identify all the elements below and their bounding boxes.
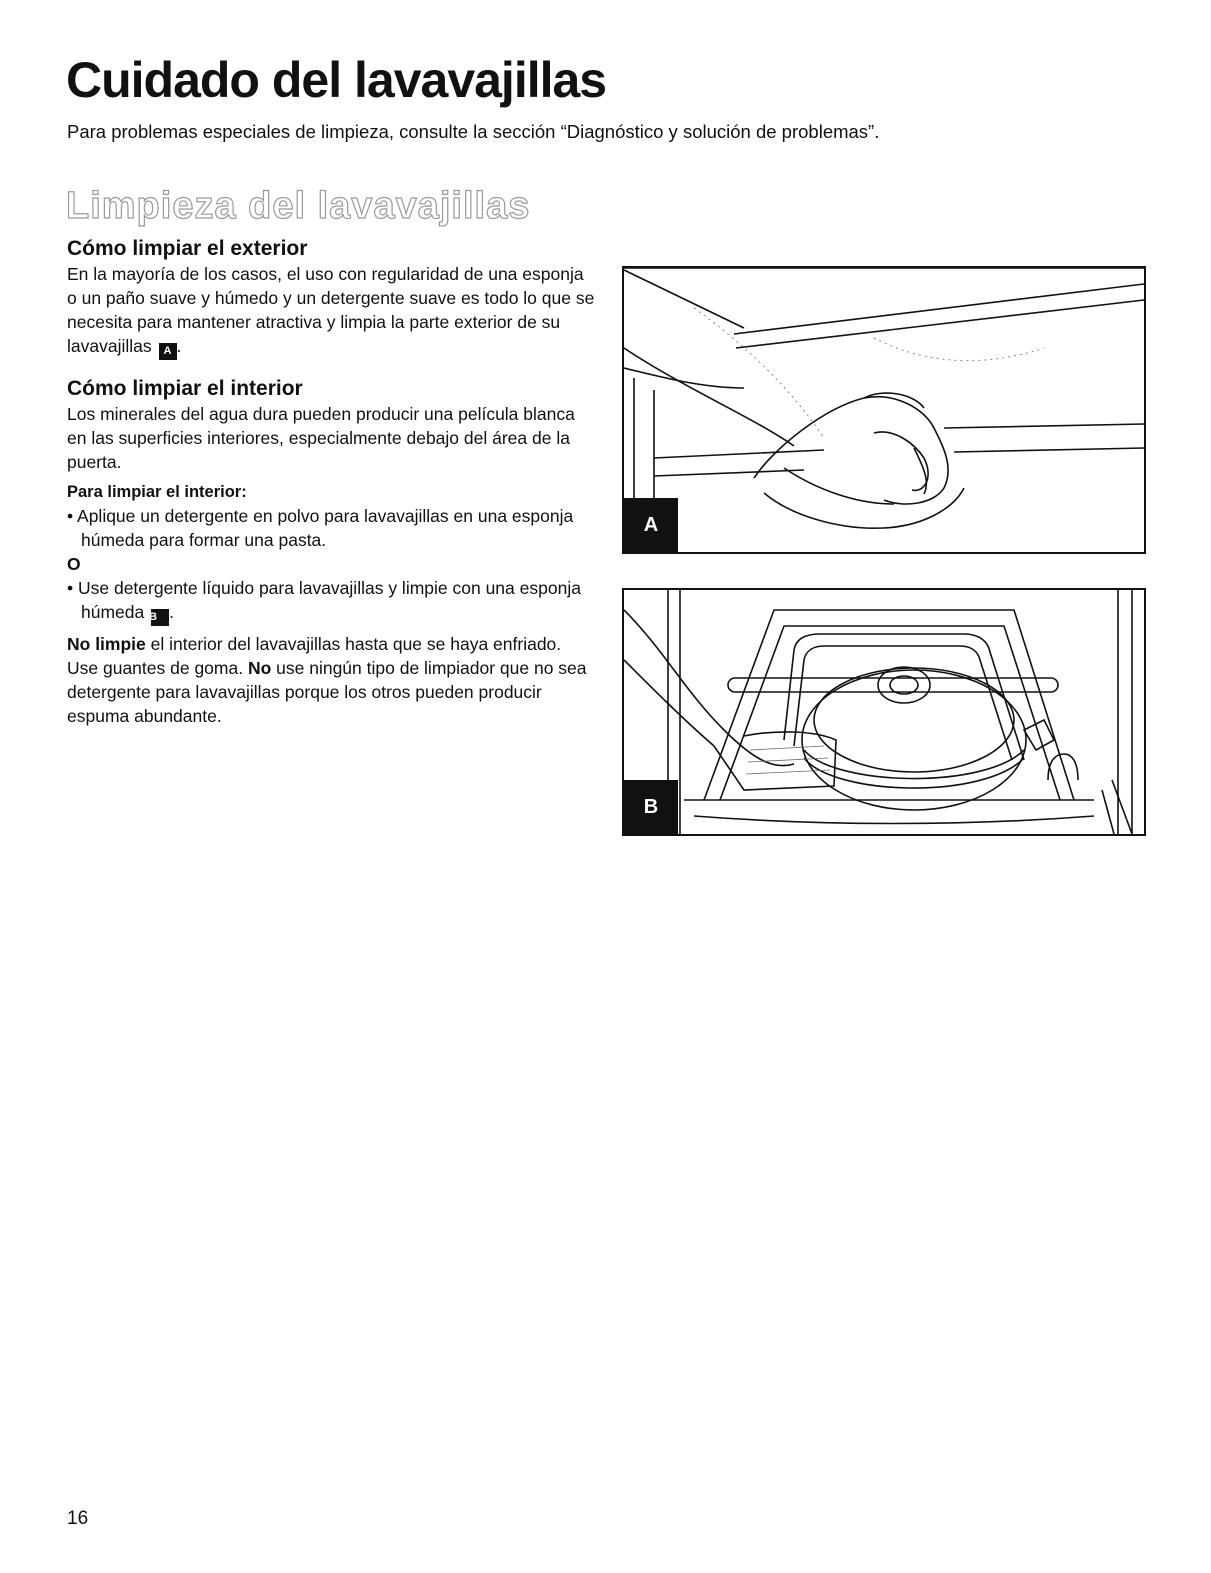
bullet-liquid-end: . <box>169 602 174 622</box>
figure-b-illustration <box>624 590 1144 834</box>
interior-heading: Cómo limpiar el interior <box>67 377 303 400</box>
page-title: Cuidado del lavavajillas <box>66 52 607 108</box>
warning-paragraph <box>67 632 597 728</box>
figure-ref-a: A <box>159 343 177 360</box>
interior-paragraph: Los minerales del agua dura pueden producir una película blanca en las superficies interiores, especialmente debajo del área de la puerta. <box>67 404 575 472</box>
figure-ref-b: B <box>151 609 169 626</box>
intro-text: Para problemas especiales de limpieza, consulte la sección “Diagnóstico y solución de problemas”. <box>67 121 880 142</box>
warning-bold-2: No <box>247 658 272 678</box>
text-column <box>67 236 597 728</box>
bullet-powder: • Aplique un detergente en polvo para lavavajillas en una esponja húmeda para formar una pasta. <box>67 506 574 550</box>
figure-a-illustration <box>624 268 1144 552</box>
exterior-heading: Cómo limpiar el exterior <box>67 237 308 260</box>
exterior-text: En la mayoría de los casos, el uso con regularidad de una esponja o un paño suave y húmedo y un detergente suave es todo lo que se necesita para mantener atractiva y limpia la parte exterior de su lavavajillas <box>67 264 595 356</box>
warning-bold-1: No limpie <box>67 634 146 654</box>
interior-subheading: Para limpiar el interior: <box>67 483 247 501</box>
page-number: 16 <box>67 1508 89 1529</box>
exterior-end: . <box>176 336 182 356</box>
section-title: Limpieza del lavavajillas <box>66 185 531 227</box>
or-separator: O <box>67 554 81 574</box>
figure-b-label: B <box>624 780 678 834</box>
figure-a-label: A <box>624 498 678 552</box>
figure-a <box>622 266 1146 554</box>
warning-text-1: el interior del lavavajillas hasta que se haya enfriado. Use guantes de goma. <box>67 634 562 678</box>
figure-b <box>622 588 1146 836</box>
exterior-paragraph <box>67 262 597 360</box>
bullet-liquid <box>67 576 597 626</box>
bullet-liquid-text: • Use detergente líquido para lavavajillas y limpie con una esponja húmeda <box>67 578 581 622</box>
warning-text-2: use ningún tipo de limpiador que no sea detergente para lavavajillas porque los otros pueden producir espuma abundante. <box>67 658 587 726</box>
